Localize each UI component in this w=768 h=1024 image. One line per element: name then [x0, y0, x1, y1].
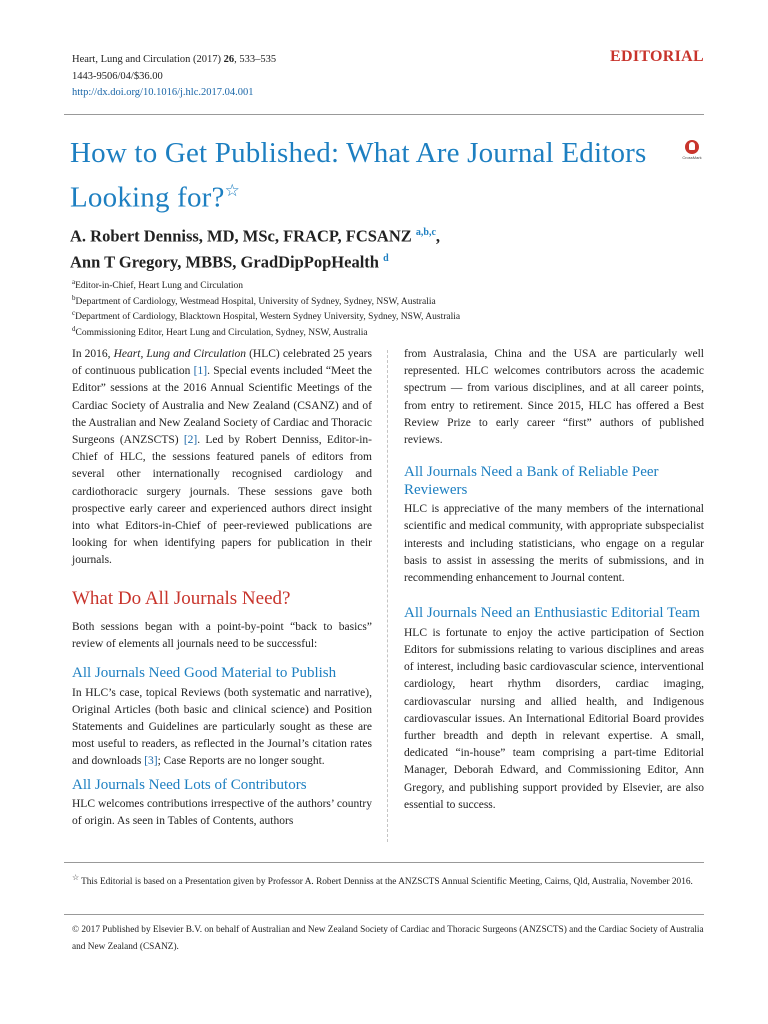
article-title: How to Get Published: What Are Journal Editors Looking for?☆: [70, 137, 647, 214]
affiliation-item: $^d$Commissioning Editor, Heart Lung and Circulation, Sydney, NSW, Australia: [72, 324, 368, 339]
copyright-notice: © 2017 Published by Elsevier B.V. on behalf of Australian and New Zealand Society of Cardiac and Thoracic Surgeons (ANZSCTS) and the Cardiac Society of Australia and New Zealand (CSANZ).: [72, 925, 704, 952]
section-contributors-paragraph-left: HLC welcomes contributions irrespective of the authors’ country of origin. As seen in Tables of Contents, authors: [72, 798, 372, 828]
section-heading-reviewers: All Journals Need a Bank of Reliable Peer Reviewers: [404, 464, 659, 498]
section-reviewers-paragraph: HLC is appreciative of the many members of the international scientific and medical community, with appropriate subspecialist interests and including statisticians, who engage on a regular basis to assist in assessing the merits of submissions, and in recommending enhancement to Journal content.: [404, 503, 704, 585]
doi-link[interactable]: http://dx.doi.org/10.1016/j.hlc.2017.04.001: [72, 87, 254, 98]
column-divider: [387, 350, 388, 842]
right-column: [404, 346, 704, 814]
journal-metadata: [72, 52, 276, 102]
left-column: [72, 346, 372, 830]
section-heading-material: All Journals Need Good Material to Publish: [72, 665, 337, 682]
section-heading-team: All Journals Need an Enthusiastic Editorial Team: [404, 605, 701, 622]
affiliation-item: $^c$Department of Cardiology, Blacktown Hospital, Western Sydney University, Sydney, NSW, Australia: [72, 309, 461, 323]
author-line-1: A. Robert Denniss, MD, MSc, FRACP, FCSANZ $^{a,b,c}$,: [70, 226, 441, 246]
section-need-paragraph: Both sessions began with a point-by-point “back to basics” review of elements all journals need to be successful:: [72, 620, 372, 650]
journal-citation: Heart, Lung and Circulation (2017) 26, 533–535: [72, 54, 277, 65]
section-contributors-paragraph-right: from Australasia, China and the USA are particularly well represented. HLC welcomes contributors across the academic spectrum — from various disciplines, and at all career points, from entry to retirement. Since 2015, HLC has offered a Best Review Prize to early career “first” authors of published reviews.: [404, 348, 704, 447]
title-footnote: ☆ This Editorial is based on a Presentation given by Professor A. Robert Denniss at the ANZSCTS Annual Scientific Meeting, Cairns, Qld, Australia, November 2016.: [72, 873, 693, 888]
affiliation-item: $^b$Department of Cardiology, Westmead Hospital, University of Sydney, Sydney, NSW, Australia: [72, 293, 436, 307]
title-footnote-mark[interactable]: ☆: [224, 181, 241, 200]
section-team-paragraph: HLC is fortunate to enjoy the active participation of Section Editors for submissions relating to various disciplines and areas of interest, including basic cardiovascular science, interventional cardiology, heart rhythm disorders, cardiac imaging, cardiovascular nursing and allied health, and Indigenous cardiovascular issues. An International Editorial Board provides further breadth and depth in relevant expertise. A small, dedicated “in-house” team comprising a part-time Editorial Manager, Deborah Edward, and Commissioning Editor, Ann Gregory, and publishing support provided by Elsevier, are also essential to success.: [404, 626, 704, 811]
author-list: [70, 222, 440, 273]
crossmark-label: CrossMark: [682, 155, 702, 160]
section-heading-contributors: All Journals Need Lots of Contributors: [72, 776, 307, 793]
affiliation-item: $^a$Editor-in-Chief, Heart Lung and Circulation: [72, 278, 243, 292]
citation-link[interactable]: [3]: [144, 755, 158, 768]
copyright-rule: [64, 914, 704, 915]
section-material-paragraph: In HLC’s case, topical Reviews (both systematic and narrative), Original Articles (both basic and clinical science) and Position Statements and Guidelines are particularly sought as these are most useful to readers, as reflected in the Journal’s citation rates and downloads [3]; Case Reports are no longer sought.: [72, 686, 372, 768]
section-label: EDITORIAL: [610, 48, 704, 65]
citation-link[interactable]: [1]: [193, 365, 208, 378]
crossmark-badge[interactable]: [681, 140, 703, 160]
citation-link[interactable]: [2]: [183, 434, 198, 447]
footnote-rule: [64, 862, 704, 863]
affiliations: [72, 277, 460, 340]
section-heading-need: What Do All Journals Need?: [72, 587, 291, 609]
crossmark-icon: [685, 140, 699, 154]
author-line-2: Ann T Gregory, MBBS, GradDipPopHealth $^d$: [70, 252, 389, 271]
issn: 1443-9506/04/$36.00: [72, 70, 163, 82]
header-rule: [64, 114, 704, 115]
intro-paragraph: In 2016, Heart, Lung and Circulation (HLC) celebrated 25 years of continuous publication [1]. Special events included “Meet the Editor” sessions at the 2016 Annual Scientific Meetings of the Cardiac Society of Australia and New Zealand (CSANZ) and of the Australian and New Zealand Society of Cardiac and Thoracic Surgeons (ANZSCTS) [2]. Led by Robert Denniss, Editor-in-Chief of HLC, the sessions featured panels of editors from several other internationally recognised cardiology and cardiothoracic surgery journals. These sessions gave both prospective early career and experienced authors direct insight into what Editors-in-Chief of peer-reviewed publications are looking for when identifying papers for publication in their journals.: [72, 348, 372, 567]
